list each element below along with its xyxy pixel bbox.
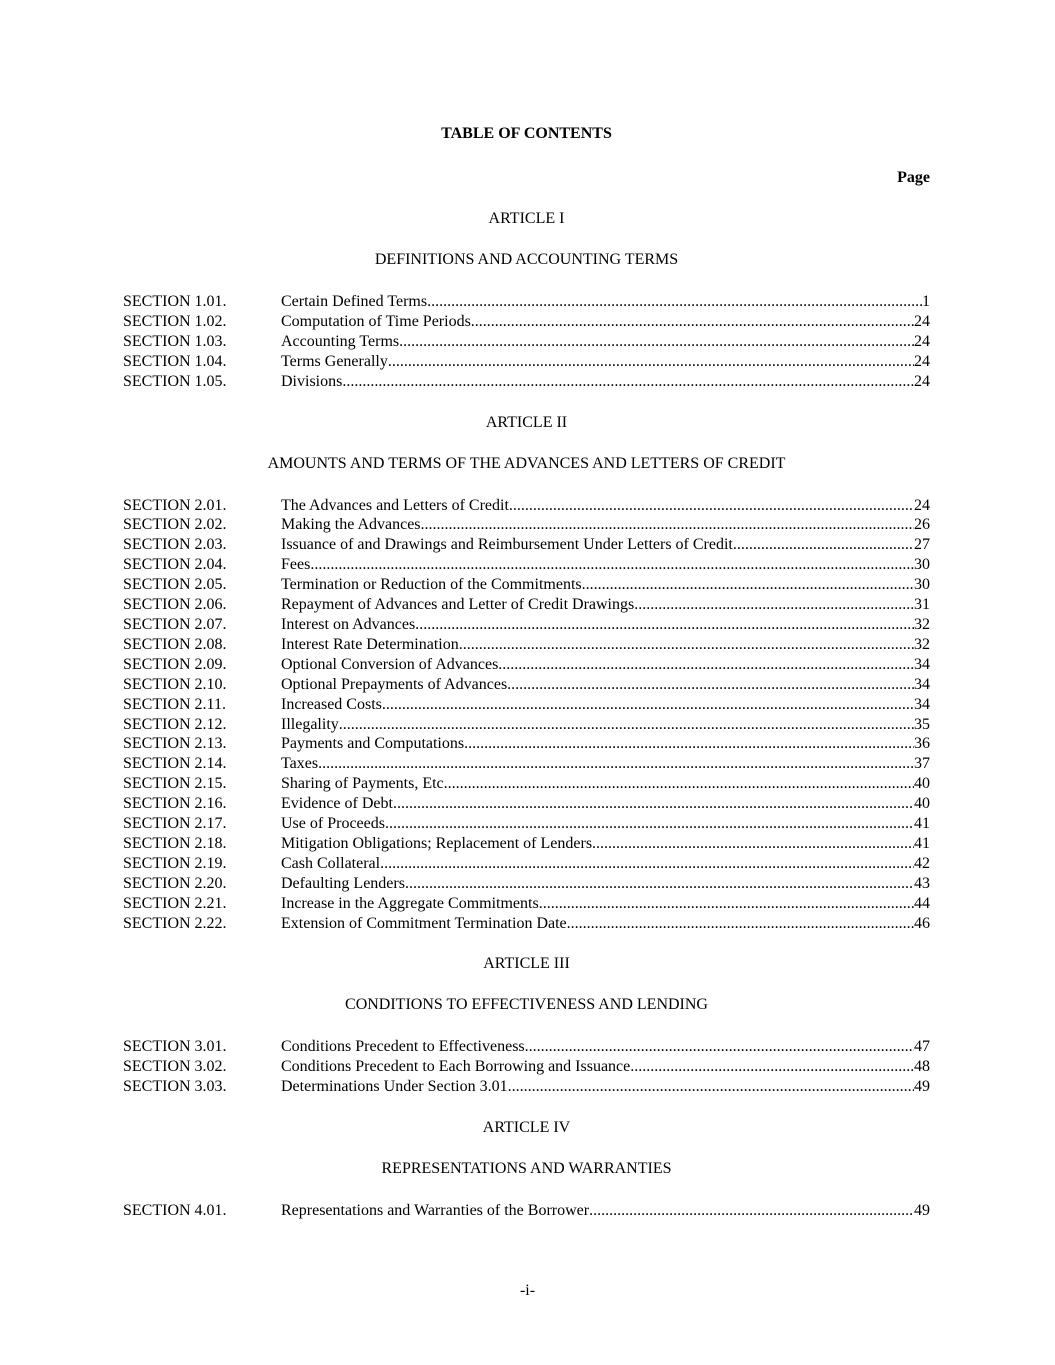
section-page-number: 49 [914,1202,930,1220]
section-title: Mitigation Obligations; Replacement of Lenders [281,834,593,852]
dot-leader [419,615,914,635]
toc-entry [123,352,930,372]
article-heading: ARTICLE IV [482,1119,571,1137]
toc-entry [123,1201,930,1221]
article-block [123,1118,930,1221]
dot-leader [421,515,914,535]
section-title: Extension of Commitment Termination Date. [281,914,571,932]
dot-leader [525,1037,914,1057]
section-page-number: 42 [914,854,930,872]
toc-entry [123,675,930,695]
section-page-number: 40 [914,775,930,793]
article-sections [123,496,930,934]
dot-leader [509,496,914,516]
section-number: SECTION 2.20. [123,874,227,892]
section-number: SECTION 2.22. [123,914,227,932]
dot-leader [507,675,914,695]
section-page-number: 36 [914,735,930,753]
article-heading: ARTICLE I [488,210,565,227]
section-title: Payments and Computations. [281,735,469,753]
section-page-number: 24 [914,312,930,330]
section-number: SECTION 2.10. [123,675,227,693]
section-title: Increase in the Aggregate Commitments. [281,894,543,912]
section-number: SECTION 2.19. [123,854,227,872]
section-page-number: 48 [914,1058,930,1076]
section-title: Repayment of Advances and Letter of Credit Drawings. [281,596,639,614]
article-block [123,413,930,934]
section-title: Making the Advances [281,516,421,534]
article-subtitle: DEFINITIONS AND ACCOUNTING TERMS [374,251,679,268]
section-number: SECTION 2.17. [123,815,227,833]
section-page-number: 40 [914,795,930,813]
toc-entry [123,894,930,914]
dot-leader [468,734,914,754]
dot-leader [737,535,914,555]
toc-entry [123,695,930,715]
article-heading: ARTICLE II [485,413,568,431]
section-title: Certain Defined Terms [281,293,428,310]
dot-leader [444,774,914,794]
section-page-number: 34 [914,695,930,713]
toc-entry [123,794,930,814]
section-number: SECTION 3.02. [123,1058,227,1076]
article-heading: ARTICLE III [483,955,570,973]
footer-page-number: -i- [519,1282,536,1299]
toc-entry [123,292,930,312]
toc-entry [123,1057,930,1077]
section-page-number: 37 [914,755,930,773]
dot-leader [589,1201,914,1221]
article-subtitle: CONDITIONS TO EFFECTIVENESS AND LENDING [345,996,708,1014]
article-sections [123,1201,930,1221]
section-number: SECTION 2.07. [123,615,227,633]
section-number: SECTION 2.16. [123,795,227,813]
section-title: Conditions Precedent to Effectiveness [281,1038,525,1056]
section-title: Divisions [281,372,343,390]
toc-entry [123,312,930,332]
toc-entry [123,734,930,754]
toc-entry [123,854,930,874]
section-number: SECTION 2.15. [123,775,227,793]
section-page-number: 1 [922,293,930,310]
dot-leader [403,332,914,352]
section-page-number: 27 [914,536,930,554]
section-number: SECTION 2.13. [123,735,227,753]
section-page-number: 31 [914,596,930,614]
toc-entry [123,814,930,834]
article-sections [123,292,930,392]
dot-leader [314,555,914,575]
section-page-number: 49 [914,1078,930,1096]
toc-entry [123,834,930,854]
toc-entry [123,635,930,655]
toc-articles [123,209,930,1221]
article-block [123,209,930,392]
section-number: SECTION 1.03. [123,332,227,350]
dot-leader [592,834,914,854]
section-title: Increased Costs [281,695,382,713]
toc-entry [123,496,930,516]
section-title: Determinations Under Section 3.01. [281,1078,512,1096]
section-number: SECTION 2.03. [123,536,227,554]
section-page-number: 46 [914,914,930,932]
section-page-number: 35 [914,715,930,733]
section-title: Terms Generally [281,352,388,370]
section-page-number: 32 [914,635,930,653]
section-number: SECTION 2.18. [123,834,227,852]
section-title: Fees. [281,556,315,574]
section-page-number: 24 [914,496,930,514]
dot-leader [543,894,914,914]
toc-entry [123,754,930,774]
section-title: Termination or Reduction of the Commitments [281,576,582,594]
section-page-number: 34 [914,655,930,673]
dot-leader [512,1077,914,1097]
toc-entry [123,774,930,794]
dot-leader [382,695,914,715]
toc-title: TABLE OF CONTENTS [441,125,612,142]
section-page-number: 30 [914,576,930,594]
dot-leader [498,655,914,675]
section-number: SECTION 2.02. [123,516,227,534]
section-number: SECTION 2.11. [123,695,226,713]
section-number: SECTION 1.04. [123,352,227,370]
toc-entry [123,332,930,352]
article-subtitle: AMOUNTS AND TERMS OF THE ADVANCES AND LETTERS OF CREDIT [267,454,786,472]
dot-leader [339,715,914,735]
section-number: SECTION 1.02. [123,312,227,330]
dot-leader [634,1057,914,1077]
section-number: SECTION 1.01. [123,293,227,310]
section-page-number: 24 [914,372,930,390]
section-number: SECTION 2.12. [123,715,227,733]
document-page [123,124,930,1221]
section-title: Defaulting Lenders. [281,874,409,892]
dot-leader [397,794,914,814]
section-number: SECTION 2.08. [123,635,227,653]
section-number: SECTION 2.09. [123,655,227,673]
toc-entry [123,575,930,595]
section-title: Optional Prepayments of Advances [281,675,508,693]
section-title: Optional Conversion of Advances [281,655,499,673]
section-title: Issuance of and Drawings and Reimbursement Under Letters of Credit. [281,536,737,554]
section-title: Interest on Advances. [281,615,420,633]
section-title: Accounting Terms. [281,332,404,350]
section-title: Illegality [281,715,339,733]
section-page-number: 30 [914,556,930,574]
toc-entry [123,555,930,575]
section-page-number: 47 [914,1038,930,1056]
section-title: Interest Rate Determination. [281,635,463,653]
section-page-number: 41 [914,834,930,852]
article-subtitle: REPRESENTATIONS AND WARRANTIES [381,1160,672,1178]
section-page-number: 43 [914,874,930,892]
section-number: SECTION 2.04. [123,556,227,574]
toc-entry [123,1077,930,1097]
section-title: Taxes. [281,755,323,773]
toc-entry [123,914,930,934]
toc-entry [123,515,930,535]
section-page-number: 24 [914,332,930,350]
dot-leader [409,874,914,894]
dot-leader [638,595,914,615]
section-page-number: 32 [914,615,930,633]
section-page-number: 41 [914,815,930,833]
section-page-number: 24 [914,352,930,370]
article-sections [123,1037,930,1097]
toc-entry [123,874,930,894]
section-number: SECTION 3.01. [123,1038,227,1056]
toc-entry [123,1037,930,1057]
section-number: SECTION 2.06. [123,596,227,614]
section-title: Cash Collateral. [281,854,385,872]
dot-leader [388,352,914,372]
dot-leader [582,575,914,595]
dot-leader [385,814,914,834]
section-page-number: 34 [914,675,930,693]
toc-entry [123,372,930,392]
section-title: Conditions Precedent to Each Borrowing and Issuance. [281,1058,635,1076]
section-title: Use of Proceeds [281,815,385,833]
toc-entry [123,535,930,555]
dot-leader [471,312,914,332]
section-page-number: 44 [914,894,930,912]
dot-leader [571,914,914,934]
article-block [123,954,930,1097]
toc-entry [123,655,930,675]
section-number: SECTION 2.05. [123,576,227,594]
section-title: Computation of Time Periods [281,312,471,330]
dot-leader [322,754,914,774]
section-number: SECTION 2.14. [123,755,227,773]
toc-entry [123,715,930,735]
section-title: Representations and Warranties of the Borrower [281,1202,590,1220]
section-page-number: 26 [914,516,930,534]
section-number: SECTION 3.03. [123,1078,227,1096]
dot-leader [463,635,914,655]
dot-leader [342,372,914,392]
section-title: The Advances and Letters of Credit [281,496,509,514]
toc-entry [123,595,930,615]
section-number: SECTION 1.05. [123,372,227,390]
section-number: SECTION 2.01. [123,496,227,514]
section-title: Evidence of Debt. [281,795,397,813]
section-number: SECTION 2.21. [123,894,227,912]
page-column-label: Page [897,169,930,186]
section-title: Sharing of Payments, Etc [281,775,444,793]
dot-leader [427,292,922,312]
dot-leader [384,854,914,874]
section-number: SECTION 4.01. [123,1202,227,1220]
toc-entry [123,615,930,635]
